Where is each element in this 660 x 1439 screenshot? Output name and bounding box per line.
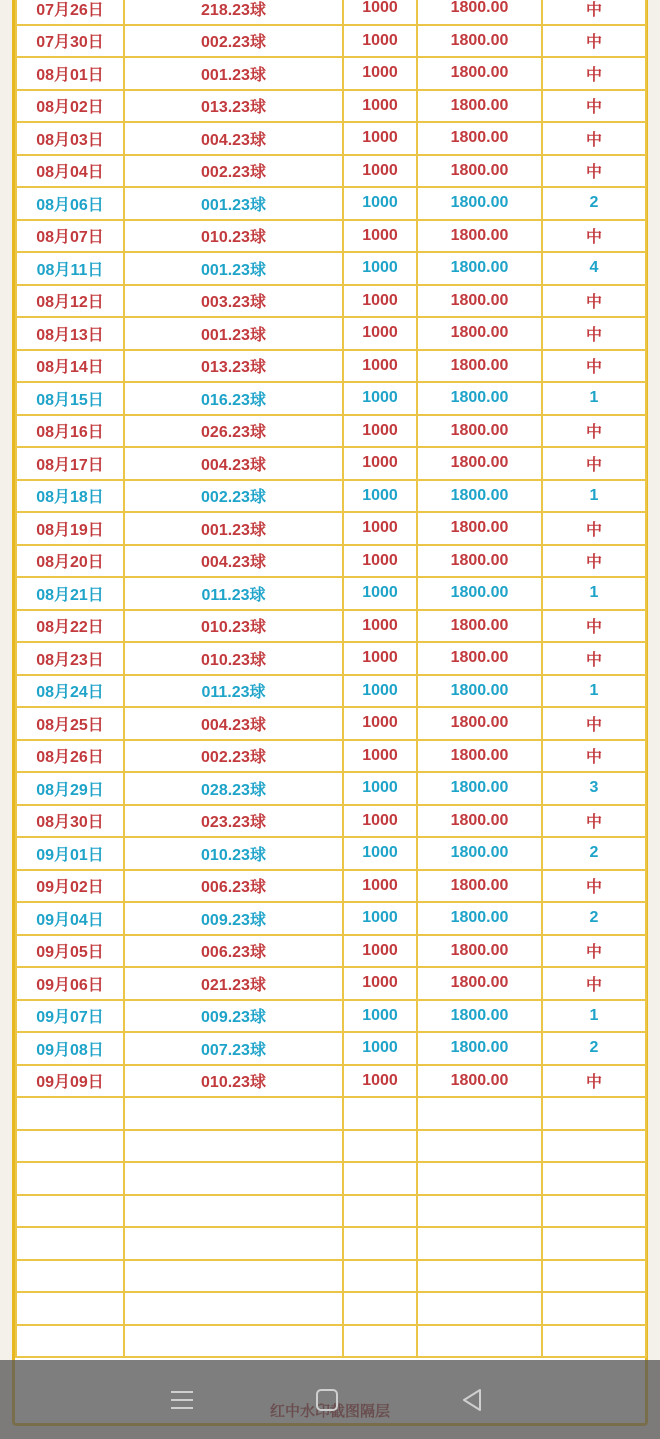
ball-cell: 001.23球 (124, 317, 343, 350)
empty-cell (16, 1195, 124, 1228)
amount-cell: 1000 (343, 642, 417, 675)
table-row (16, 577, 646, 610)
result-cell: 中 (542, 220, 646, 253)
payout-cell: 1800.00 (417, 805, 542, 838)
result-cell: 中 (542, 25, 646, 58)
result-cell: 中 (542, 415, 646, 448)
ball-cell: 218.23球 (124, 0, 343, 25)
date-cell: 08月03日 (16, 122, 124, 155)
payout-cell: 1800.00 (417, 1032, 542, 1065)
empty-cell (417, 1325, 542, 1358)
empty-cell (124, 1130, 343, 1163)
amount-cell: 1000 (343, 805, 417, 838)
result-cell: 中 (542, 870, 646, 903)
result-cell: 中 (542, 122, 646, 155)
ball-cell: 007.23球 (124, 1032, 343, 1065)
empty-row (16, 1260, 646, 1293)
amount-cell: 1000 (343, 480, 417, 513)
result-cell: 2 (542, 837, 646, 870)
amount-cell: 1000 (343, 187, 417, 220)
records-table (15, 0, 647, 1358)
result-cell: 中 (542, 512, 646, 545)
table-row (16, 1000, 646, 1033)
home-icon[interactable] (307, 1382, 347, 1418)
date-cell: 09月09日 (16, 1065, 124, 1098)
empty-cell (542, 1162, 646, 1195)
ball-cell: 002.23球 (124, 740, 343, 773)
result-cell: 1 (542, 577, 646, 610)
empty-cell (16, 1325, 124, 1358)
table-row (16, 935, 646, 968)
result-cell: 中 (542, 707, 646, 740)
payout-cell: 1800.00 (417, 57, 542, 90)
back-icon[interactable] (452, 1382, 492, 1418)
table-row (16, 642, 646, 675)
ball-cell: 010.23球 (124, 610, 343, 643)
payout-cell: 1800.00 (417, 220, 542, 253)
result-cell: 2 (542, 1032, 646, 1065)
date-cell: 08月07日 (16, 220, 124, 253)
table-row (16, 837, 646, 870)
date-cell: 08月23日 (16, 642, 124, 675)
ball-cell: 001.23球 (124, 57, 343, 90)
table-row (16, 285, 646, 318)
payout-cell: 1800.00 (417, 870, 542, 903)
empty-row (16, 1325, 646, 1358)
menu-icon[interactable] (162, 1382, 202, 1418)
date-cell: 08月18日 (16, 480, 124, 513)
record-sheet (12, 0, 648, 1426)
empty-cell (417, 1097, 542, 1130)
result-cell: 中 (542, 610, 646, 643)
table-row (16, 902, 646, 935)
result-cell: 1 (542, 1000, 646, 1033)
date-cell: 08月25日 (16, 707, 124, 740)
result-cell: 中 (542, 155, 646, 188)
result-cell: 1 (542, 675, 646, 708)
amount-cell: 1000 (343, 902, 417, 935)
payout-cell: 1800.00 (417, 285, 542, 318)
table-row (16, 187, 646, 220)
result-cell: 2 (542, 187, 646, 220)
empty-cell (343, 1130, 417, 1163)
empty-cell (16, 1227, 124, 1260)
ball-cell: 001.23球 (124, 512, 343, 545)
result-cell: 2 (542, 902, 646, 935)
payout-cell: 1800.00 (417, 350, 542, 383)
ball-cell: 009.23球 (124, 902, 343, 935)
result-cell: 1 (542, 480, 646, 513)
empty-cell (417, 1260, 542, 1293)
date-cell: 08月29日 (16, 772, 124, 805)
ball-cell: 003.23球 (124, 285, 343, 318)
amount-cell: 1000 (343, 1000, 417, 1033)
date-cell: 09月06日 (16, 967, 124, 1000)
payout-cell: 1800.00 (417, 317, 542, 350)
empty-cell (542, 1292, 646, 1325)
result-cell: 4 (542, 252, 646, 285)
amount-cell: 1000 (343, 837, 417, 870)
date-cell: 08月04日 (16, 155, 124, 188)
payout-cell: 1800.00 (417, 642, 542, 675)
payout-cell: 1800.00 (417, 155, 542, 188)
result-cell: 中 (542, 57, 646, 90)
date-cell: 08月12日 (16, 285, 124, 318)
ball-cell: 011.23球 (124, 577, 343, 610)
table-row (16, 252, 646, 285)
payout-cell: 1800.00 (417, 0, 542, 25)
empty-cell (542, 1130, 646, 1163)
table-row (16, 382, 646, 415)
ball-cell: 004.23球 (124, 122, 343, 155)
amount-cell: 1000 (343, 512, 417, 545)
empty-cell (16, 1162, 124, 1195)
ball-cell: 010.23球 (124, 1065, 343, 1098)
amount-cell: 1000 (343, 967, 417, 1000)
ball-cell: 001.23球 (124, 187, 343, 220)
payout-cell: 1800.00 (417, 610, 542, 643)
date-cell: 08月01日 (16, 57, 124, 90)
date-cell: 08月24日 (16, 675, 124, 708)
date-cell: 08月30日 (16, 805, 124, 838)
date-cell: 09月08日 (16, 1032, 124, 1065)
payout-cell: 1800.00 (417, 740, 542, 773)
table-row (16, 870, 646, 903)
table-row (16, 967, 646, 1000)
table-row (16, 772, 646, 805)
amount-cell: 1000 (343, 415, 417, 448)
date-cell: 08月21日 (16, 577, 124, 610)
empty-cell (417, 1227, 542, 1260)
amount-cell: 1000 (343, 90, 417, 123)
empty-cell (16, 1097, 124, 1130)
amount-cell: 1000 (343, 155, 417, 188)
date-cell: 07月26日 (16, 0, 124, 25)
result-cell: 中 (542, 350, 646, 383)
date-cell: 07月30日 (16, 25, 124, 58)
table-row (16, 25, 646, 58)
table-row (16, 220, 646, 253)
amount-cell: 1000 (343, 935, 417, 968)
table-row (16, 512, 646, 545)
result-cell: 1 (542, 382, 646, 415)
empty-cell (124, 1227, 343, 1260)
table-row (16, 0, 646, 25)
empty-cell (542, 1260, 646, 1293)
date-cell: 08月11日 (16, 252, 124, 285)
result-cell: 中 (542, 0, 646, 25)
ball-cell: 002.23球 (124, 480, 343, 513)
date-cell: 08月14日 (16, 350, 124, 383)
ball-cell: 010.23球 (124, 220, 343, 253)
ball-cell: 021.23球 (124, 967, 343, 1000)
result-cell: 中 (542, 317, 646, 350)
amount-cell: 1000 (343, 317, 417, 350)
table-row (16, 480, 646, 513)
empty-row (16, 1162, 646, 1195)
table-row (16, 740, 646, 773)
table-row (16, 447, 646, 480)
payout-cell: 1800.00 (417, 415, 542, 448)
ball-cell: 013.23球 (124, 90, 343, 123)
payout-cell: 1800.00 (417, 122, 542, 155)
empty-cell (343, 1260, 417, 1293)
empty-cell (417, 1130, 542, 1163)
date-cell: 08月02日 (16, 90, 124, 123)
empty-cell (343, 1097, 417, 1130)
payout-cell: 1800.00 (417, 935, 542, 968)
empty-row (16, 1195, 646, 1228)
result-cell: 中 (542, 935, 646, 968)
amount-cell: 1000 (343, 870, 417, 903)
payout-cell: 1800.00 (417, 837, 542, 870)
empty-cell (343, 1162, 417, 1195)
date-cell: 08月22日 (16, 610, 124, 643)
amount-cell: 1000 (343, 545, 417, 578)
empty-cell (124, 1325, 343, 1358)
empty-row (16, 1292, 646, 1325)
ball-cell: 011.23球 (124, 675, 343, 708)
payout-cell: 1800.00 (417, 382, 542, 415)
table-row (16, 415, 646, 448)
table-row (16, 610, 646, 643)
amount-cell: 1000 (343, 252, 417, 285)
ball-cell: 009.23球 (124, 1000, 343, 1033)
ball-cell: 004.23球 (124, 707, 343, 740)
table-row (16, 122, 646, 155)
amount-cell: 1000 (343, 447, 417, 480)
empty-cell (343, 1195, 417, 1228)
amount-cell: 1000 (343, 350, 417, 383)
amount-cell: 1000 (343, 610, 417, 643)
empty-row (16, 1097, 646, 1130)
date-cell: 08月16日 (16, 415, 124, 448)
payout-cell: 1800.00 (417, 1065, 542, 1098)
result-cell: 3 (542, 772, 646, 805)
empty-cell (124, 1260, 343, 1293)
payout-cell: 1800.00 (417, 577, 542, 610)
payout-cell: 1800.00 (417, 902, 542, 935)
empty-row (16, 1227, 646, 1260)
amount-cell: 1000 (343, 285, 417, 318)
amount-cell: 1000 (343, 675, 417, 708)
payout-cell: 1800.00 (417, 480, 542, 513)
result-cell: 中 (542, 285, 646, 318)
ball-cell: 001.23球 (124, 252, 343, 285)
ball-cell: 013.23球 (124, 350, 343, 383)
table-row (16, 1032, 646, 1065)
ball-cell: 023.23球 (124, 805, 343, 838)
amount-cell: 1000 (343, 772, 417, 805)
result-cell: 中 (542, 740, 646, 773)
date-cell: 09月01日 (16, 837, 124, 870)
payout-cell: 1800.00 (417, 187, 542, 220)
empty-cell (343, 1325, 417, 1358)
amount-cell: 1000 (343, 0, 417, 25)
ball-cell: 004.23球 (124, 447, 343, 480)
menu-icon-glyph (169, 1388, 195, 1412)
payout-cell: 1800.00 (417, 707, 542, 740)
empty-cell (16, 1292, 124, 1325)
result-cell: 中 (542, 967, 646, 1000)
amount-cell: 1000 (343, 707, 417, 740)
empty-cell (417, 1195, 542, 1228)
empty-cell (542, 1227, 646, 1260)
payout-cell: 1800.00 (417, 967, 542, 1000)
ball-cell: 010.23球 (124, 642, 343, 675)
ball-cell: 006.23球 (124, 935, 343, 968)
amount-cell: 1000 (343, 1065, 417, 1098)
date-cell: 08月26日 (16, 740, 124, 773)
amount-cell: 1000 (343, 382, 417, 415)
empty-cell (343, 1292, 417, 1325)
date-cell: 08月20日 (16, 545, 124, 578)
amount-cell: 1000 (343, 740, 417, 773)
amount-cell: 1000 (343, 1032, 417, 1065)
date-cell: 08月15日 (16, 382, 124, 415)
empty-cell (16, 1260, 124, 1293)
ball-cell: 026.23球 (124, 415, 343, 448)
date-cell: 09月04日 (16, 902, 124, 935)
empty-cell (124, 1097, 343, 1130)
table-row (16, 317, 646, 350)
table-row (16, 675, 646, 708)
ball-cell: 010.23球 (124, 837, 343, 870)
table-row (16, 57, 646, 90)
table-row (16, 350, 646, 383)
table-row (16, 805, 646, 838)
table-row (16, 155, 646, 188)
ball-cell: 002.23球 (124, 25, 343, 58)
empty-cell (542, 1097, 646, 1130)
empty-cell (124, 1292, 343, 1325)
back-icon-glyph (459, 1387, 485, 1413)
payout-cell: 1800.00 (417, 545, 542, 578)
result-cell: 中 (542, 545, 646, 578)
records-body (16, 0, 646, 1357)
payout-cell: 1800.00 (417, 90, 542, 123)
amount-cell: 1000 (343, 577, 417, 610)
empty-cell (124, 1195, 343, 1228)
payout-cell: 1800.00 (417, 772, 542, 805)
result-cell: 中 (542, 642, 646, 675)
empty-cell (417, 1292, 542, 1325)
date-cell: 09月07日 (16, 1000, 124, 1033)
date-cell: 08月13日 (16, 317, 124, 350)
payout-cell: 1800.00 (417, 1000, 542, 1033)
system-nav-bar (0, 1360, 660, 1439)
table-row (16, 707, 646, 740)
result-cell: 中 (542, 447, 646, 480)
result-cell: 中 (542, 1065, 646, 1098)
ball-cell: 016.23球 (124, 382, 343, 415)
amount-cell: 1000 (343, 122, 417, 155)
date-cell: 08月19日 (16, 512, 124, 545)
payout-cell: 1800.00 (417, 252, 542, 285)
table-row (16, 90, 646, 123)
date-cell: 09月02日 (16, 870, 124, 903)
empty-cell (124, 1162, 343, 1195)
empty-cell (542, 1325, 646, 1358)
payout-cell: 1800.00 (417, 512, 542, 545)
empty-row (16, 1130, 646, 1163)
empty-cell (343, 1227, 417, 1260)
empty-cell (16, 1130, 124, 1163)
payout-cell: 1800.00 (417, 447, 542, 480)
ball-cell: 006.23球 (124, 870, 343, 903)
payout-cell: 1800.00 (417, 675, 542, 708)
ball-cell: 028.23球 (124, 772, 343, 805)
result-cell: 中 (542, 90, 646, 123)
date-cell: 08月06日 (16, 187, 124, 220)
table-row (16, 545, 646, 578)
empty-cell (542, 1195, 646, 1228)
date-cell: 08月17日 (16, 447, 124, 480)
amount-cell: 1000 (343, 57, 417, 90)
payout-cell: 1800.00 (417, 25, 542, 58)
table-row (16, 1065, 646, 1098)
ball-cell: 002.23球 (124, 155, 343, 188)
amount-cell: 1000 (343, 220, 417, 253)
result-cell: 中 (542, 805, 646, 838)
empty-cell (417, 1162, 542, 1195)
ball-cell: 004.23球 (124, 545, 343, 578)
amount-cell: 1000 (343, 25, 417, 58)
date-cell: 09月05日 (16, 935, 124, 968)
home-icon-glyph (314, 1387, 340, 1413)
